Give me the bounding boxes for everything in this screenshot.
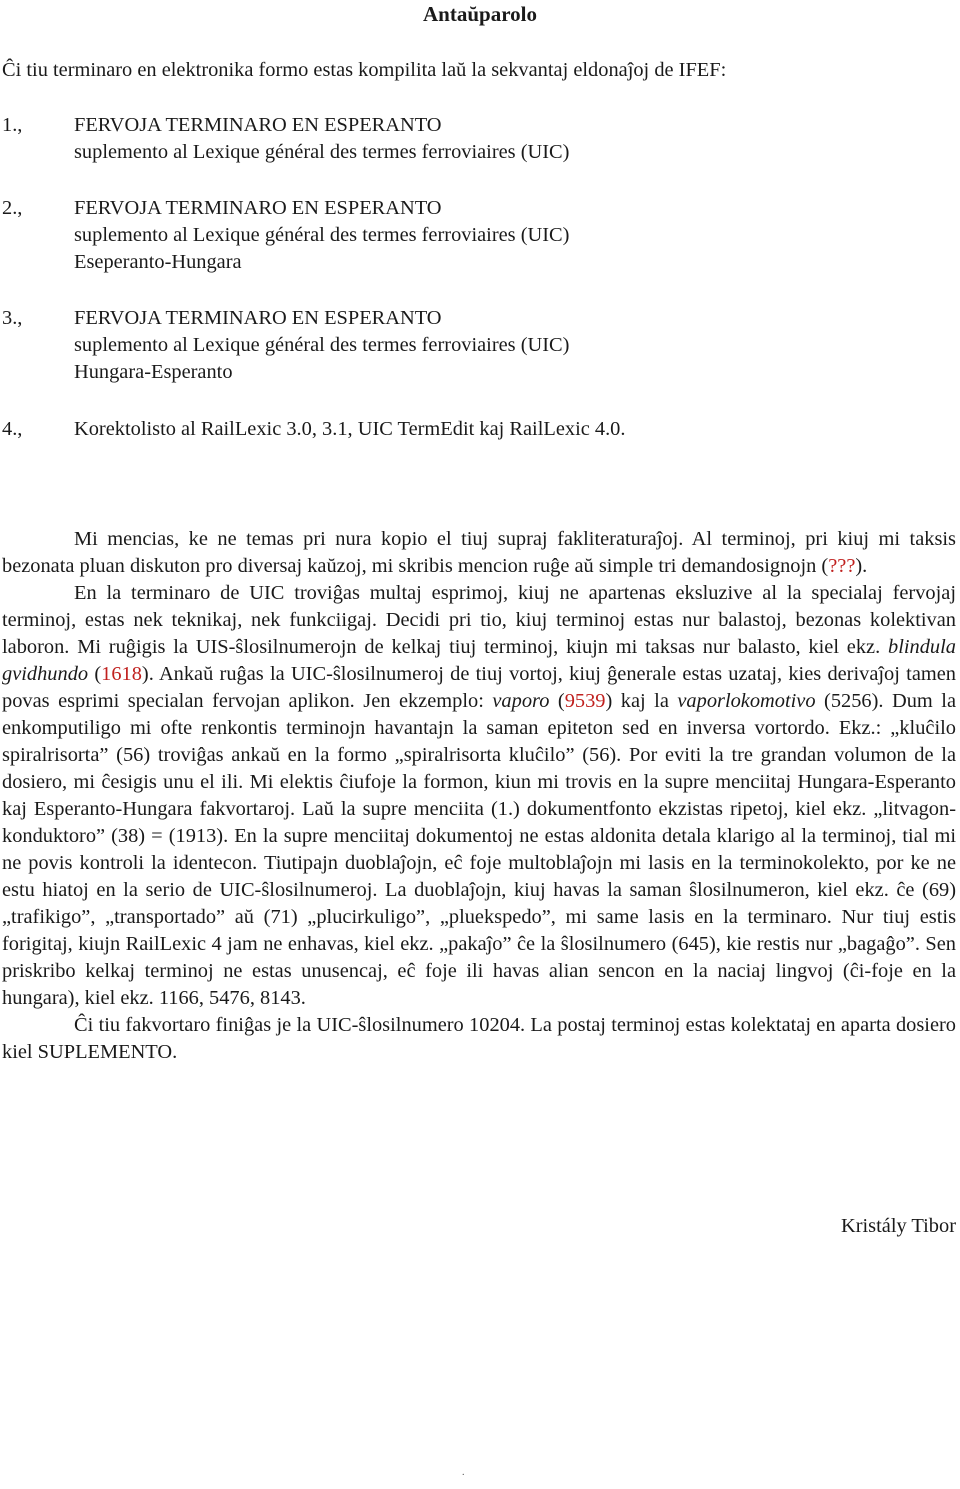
text-run: (: [549, 690, 565, 712]
paragraph-3: Ĉi tiu fakvortaro finiĝas je la UIC-ŝlosilnumero 10204. La postaj terminoj estas kolektataj en aparta dosiero kiel SUPLEMENTO.: [2, 1014, 956, 1063]
text-run: ). Ankaŭ ruĝas la UIC-ŝlosilnumeroj de tiuj vortoj, kiuj ĝenerale estas uzataj, kies derivaĵoj tamen povas esprimi specialan fervojan aplikon. Jen ekzemplo:: [2, 663, 956, 712]
red-marker: ???: [828, 555, 856, 577]
item-lines: [74, 195, 569, 276]
text-run: En la terminaro de UIC troviĝas multaj esprimoj, kiuj ne apartenas eksluzive al la specialaj fervojaj terminoj, estas nek teknikaj, nek funkciigaj. Decidi pri tio, kiuj terminoj estas nur balastoj, bezonas kolektivan laboron. Mi ruĝigis la UIS-ŝlosilnumerojn de kelkaj tiuj terminoj, kiujn mi taksas nur balasto, kiel ekz.: [2, 582, 956, 658]
text-run: (: [88, 663, 102, 685]
item-line: Eseperanto-Hungara: [74, 251, 242, 273]
item-line: suplemento al Lexique général des termes ferroviaires (UIC): [74, 141, 570, 163]
italic-term: blindula gvidhundo: [2, 636, 956, 685]
italic-term: vaporlokomotivo: [677, 690, 816, 712]
item-line: Korektolisto al RailLexic 3.0, 3.1, UIC TermEdit kaj RailLexic 4.0.: [74, 418, 626, 440]
item-line: Hungara-Esperanto: [74, 361, 233, 383]
item-number: 1.,: [2, 114, 23, 136]
red-key-number: 1618: [101, 663, 142, 685]
author-signature: Kristály Tibor: [840, 1215, 956, 1237]
item-number: 4.,: [2, 418, 23, 440]
body-text: [2, 526, 956, 1066]
red-key-number: 9539: [564, 690, 606, 712]
item-lines: [74, 416, 625, 443]
item-line: FERVOJA TERMINARO EN ESPERANTO: [74, 197, 442, 219]
text-run: Mi mencias, ke ne temas pri nura kopio el tiuj supraj fakliteraturaĵoj. Al terminoj, pri kiuj mi taksis bezonata pluan diskuton pro diversaj kaŭzoj, mi skribis mencion ruĝe aŭ simple tri demandosignojn (: [2, 528, 956, 577]
item-number: 3.,: [2, 307, 23, 329]
item-line: suplemento al Lexique général des termes ferroviaires (UIC): [74, 224, 570, 246]
item-lines: [74, 305, 569, 386]
text-run: ).: [855, 555, 868, 577]
text-run: (5256). Dum la enkomputiligo mi ofte renkontis terminojn havantajn la saman epiteton sed en inversa vortordo. Ekz.: „kluĉilo spiralrisorta” (56) troviĝas ankaŭ en la formo „spiralrisorta kluĉilo” (56). Por eviti la tre grandan volumon de la dosiero, mi ĉesigis unu el ili. Mi elektis ĉiufoje la formon, kiun mi trovis en la supre menciitaj Hungara-Esperanto kaj Esperanto-Hungara fakvortaroj. Laŭ la supre menciita (1.) dokumentfonto ekzistas ripetoj, kiel ekz. „litvagon-konduktoro” (38) = (1913). En la supre menciitaj dokumentoj ne estas aldonita detala klarigo al la terminoj, tial mi ne povis kontroli la identecon. Tiutipajn duoblaĵojn, eĉ foje multoblaĵojn mi lasis en la terminokolekto, por ke ne estu hiatoj en la serio de UIC-ŝlosilnumeroj. La duoblaĵojn, kiuj havas la saman ŝlosilnumeron, kiel ekz. ĉe (69) „trafikigo”, „transportado” aŭ (71) „plucirkuligo”, „pluekspedo”, mi same lasis en la terminaro. Nur tiuj estis forigitaj, kiujn RailLexic 4 jam ne enhavas, kiel ekz. „pakaĵo” ĉe la ŝlosilnumero (645), kie restis nur „bagaĝo”. Sen priskribo kelkaj terminoj ne estas unusencaj, eĉ foje ili havas alian sencon en la naciaj lingvoj (ĉi-foje en la hungara), kiel ekz. 1166, 5476, 8143.: [2, 690, 957, 1009]
item-line: FERVOJA TERMINARO EN ESPERANTO: [74, 307, 442, 329]
paragraph-1: [2, 526, 956, 580]
italic-term: vaporo: [492, 690, 550, 712]
footer-mark: .: [462, 1467, 465, 1478]
item-number: 2.,: [2, 197, 23, 219]
item-line: suplemento al Lexique général des termes ferroviaires (UIC): [74, 334, 570, 356]
item-lines: [74, 112, 569, 166]
text-run: ) kaj la: [605, 690, 678, 712]
item-line: FERVOJA TERMINARO EN ESPERANTO: [74, 114, 442, 136]
page-title: Antaŭparolo: [423, 2, 537, 26]
paragraph-2: [2, 580, 956, 1012]
intro-text: Ĉi tiu terminaro en elektronika formo estas kompilita laŭ la sekvantaj eldonaĵoj de IFEF:: [2, 59, 727, 81]
